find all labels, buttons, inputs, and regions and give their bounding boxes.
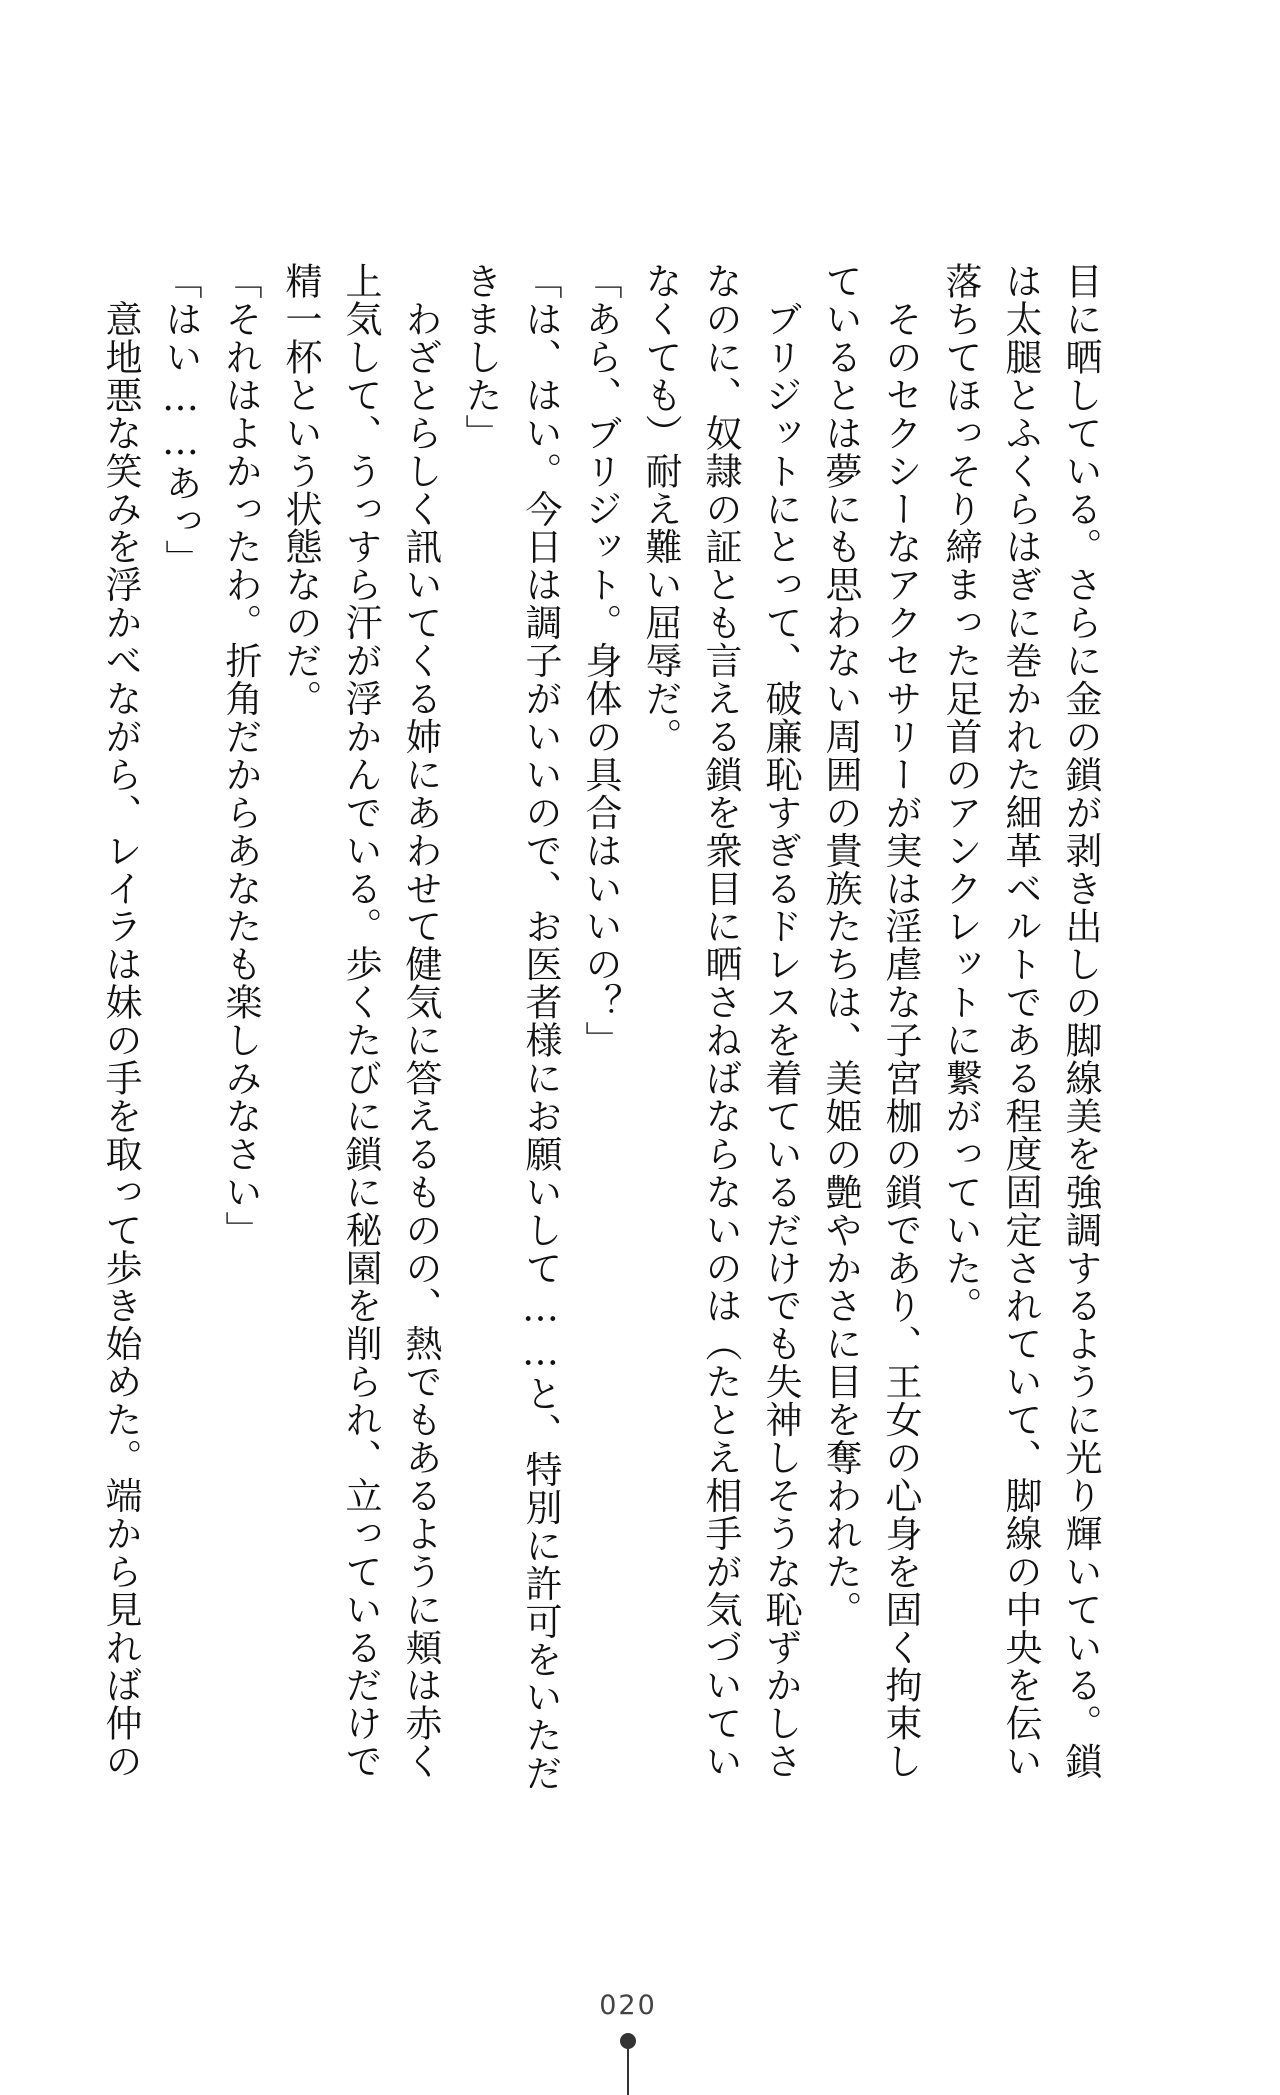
text-line: 「あら、ブリジット。身体の具合はいいの？」 (579, 262, 622, 1059)
text-line: なのに、奴隷の証とも言える鎖を衆目に晒さねばならないのは（たとえ相手が気づいてい (699, 262, 742, 1780)
text-line: 意地悪な笑みを浮かべながら、レイラは妹の手を取って歩き始めた。端から見れば仲の (99, 262, 142, 1780)
body-text (99, 262, 1110, 1792)
text-line: 上気して、うっすら汗が浮かんでいる。歩くたびに鎖に秘園を削られ、立っているだけで (339, 262, 382, 1780)
page-number: 020 (599, 1990, 657, 2021)
text-line: なくても）耐え難い屈辱だ。 (639, 262, 682, 756)
text-line: 「は、はい。今日は調子がいいので、お医者様にお願いして……と、特別に許可をいただ (519, 262, 562, 1792)
text-line: ているとは夢にも思わない周囲の貴族たちは、美姫の艶やかさに目を奪われた。 (819, 262, 862, 1629)
page-marker-dot (620, 2033, 636, 2049)
text-line: そのセクシーなアクセサリーが実は淫虐な子宮枷の鎖であり、王女の心身を固く拘束し (879, 262, 922, 1780)
page-marker-line (627, 2049, 629, 2095)
text-line: 落ちてほっそり締まった足首のアンクレットに繋がっていた。 (939, 262, 982, 1325)
text-line: わざとらしく訊いてくる姉にあわせて健気に答えるものの、熱でもあるように頬は赤く (399, 262, 442, 1780)
text-line: 精一杯という状態なのだ。 (279, 262, 322, 718)
text-line: きました」 (459, 262, 502, 452)
text-line: は太腿とふくらはぎに巻かれた細革ベルトである程度固定されていて、脚線の中央を伝い (999, 262, 1042, 1780)
text-line: 「それはよかったわ。折角だからあなたも楽しみなさい」 (219, 262, 262, 1249)
text-line: 「はい……あっ」 (159, 262, 202, 578)
text-line: ブリジットにとって、破廉恥すぎるドレスを着ているだけでも失神しそうな恥ずかしさ (759, 262, 802, 1780)
text-line: 目に晒している。さらに金の鎖が剥き出しの脚線美を強調するように光り輝いている。鎖 (1059, 262, 1102, 1780)
